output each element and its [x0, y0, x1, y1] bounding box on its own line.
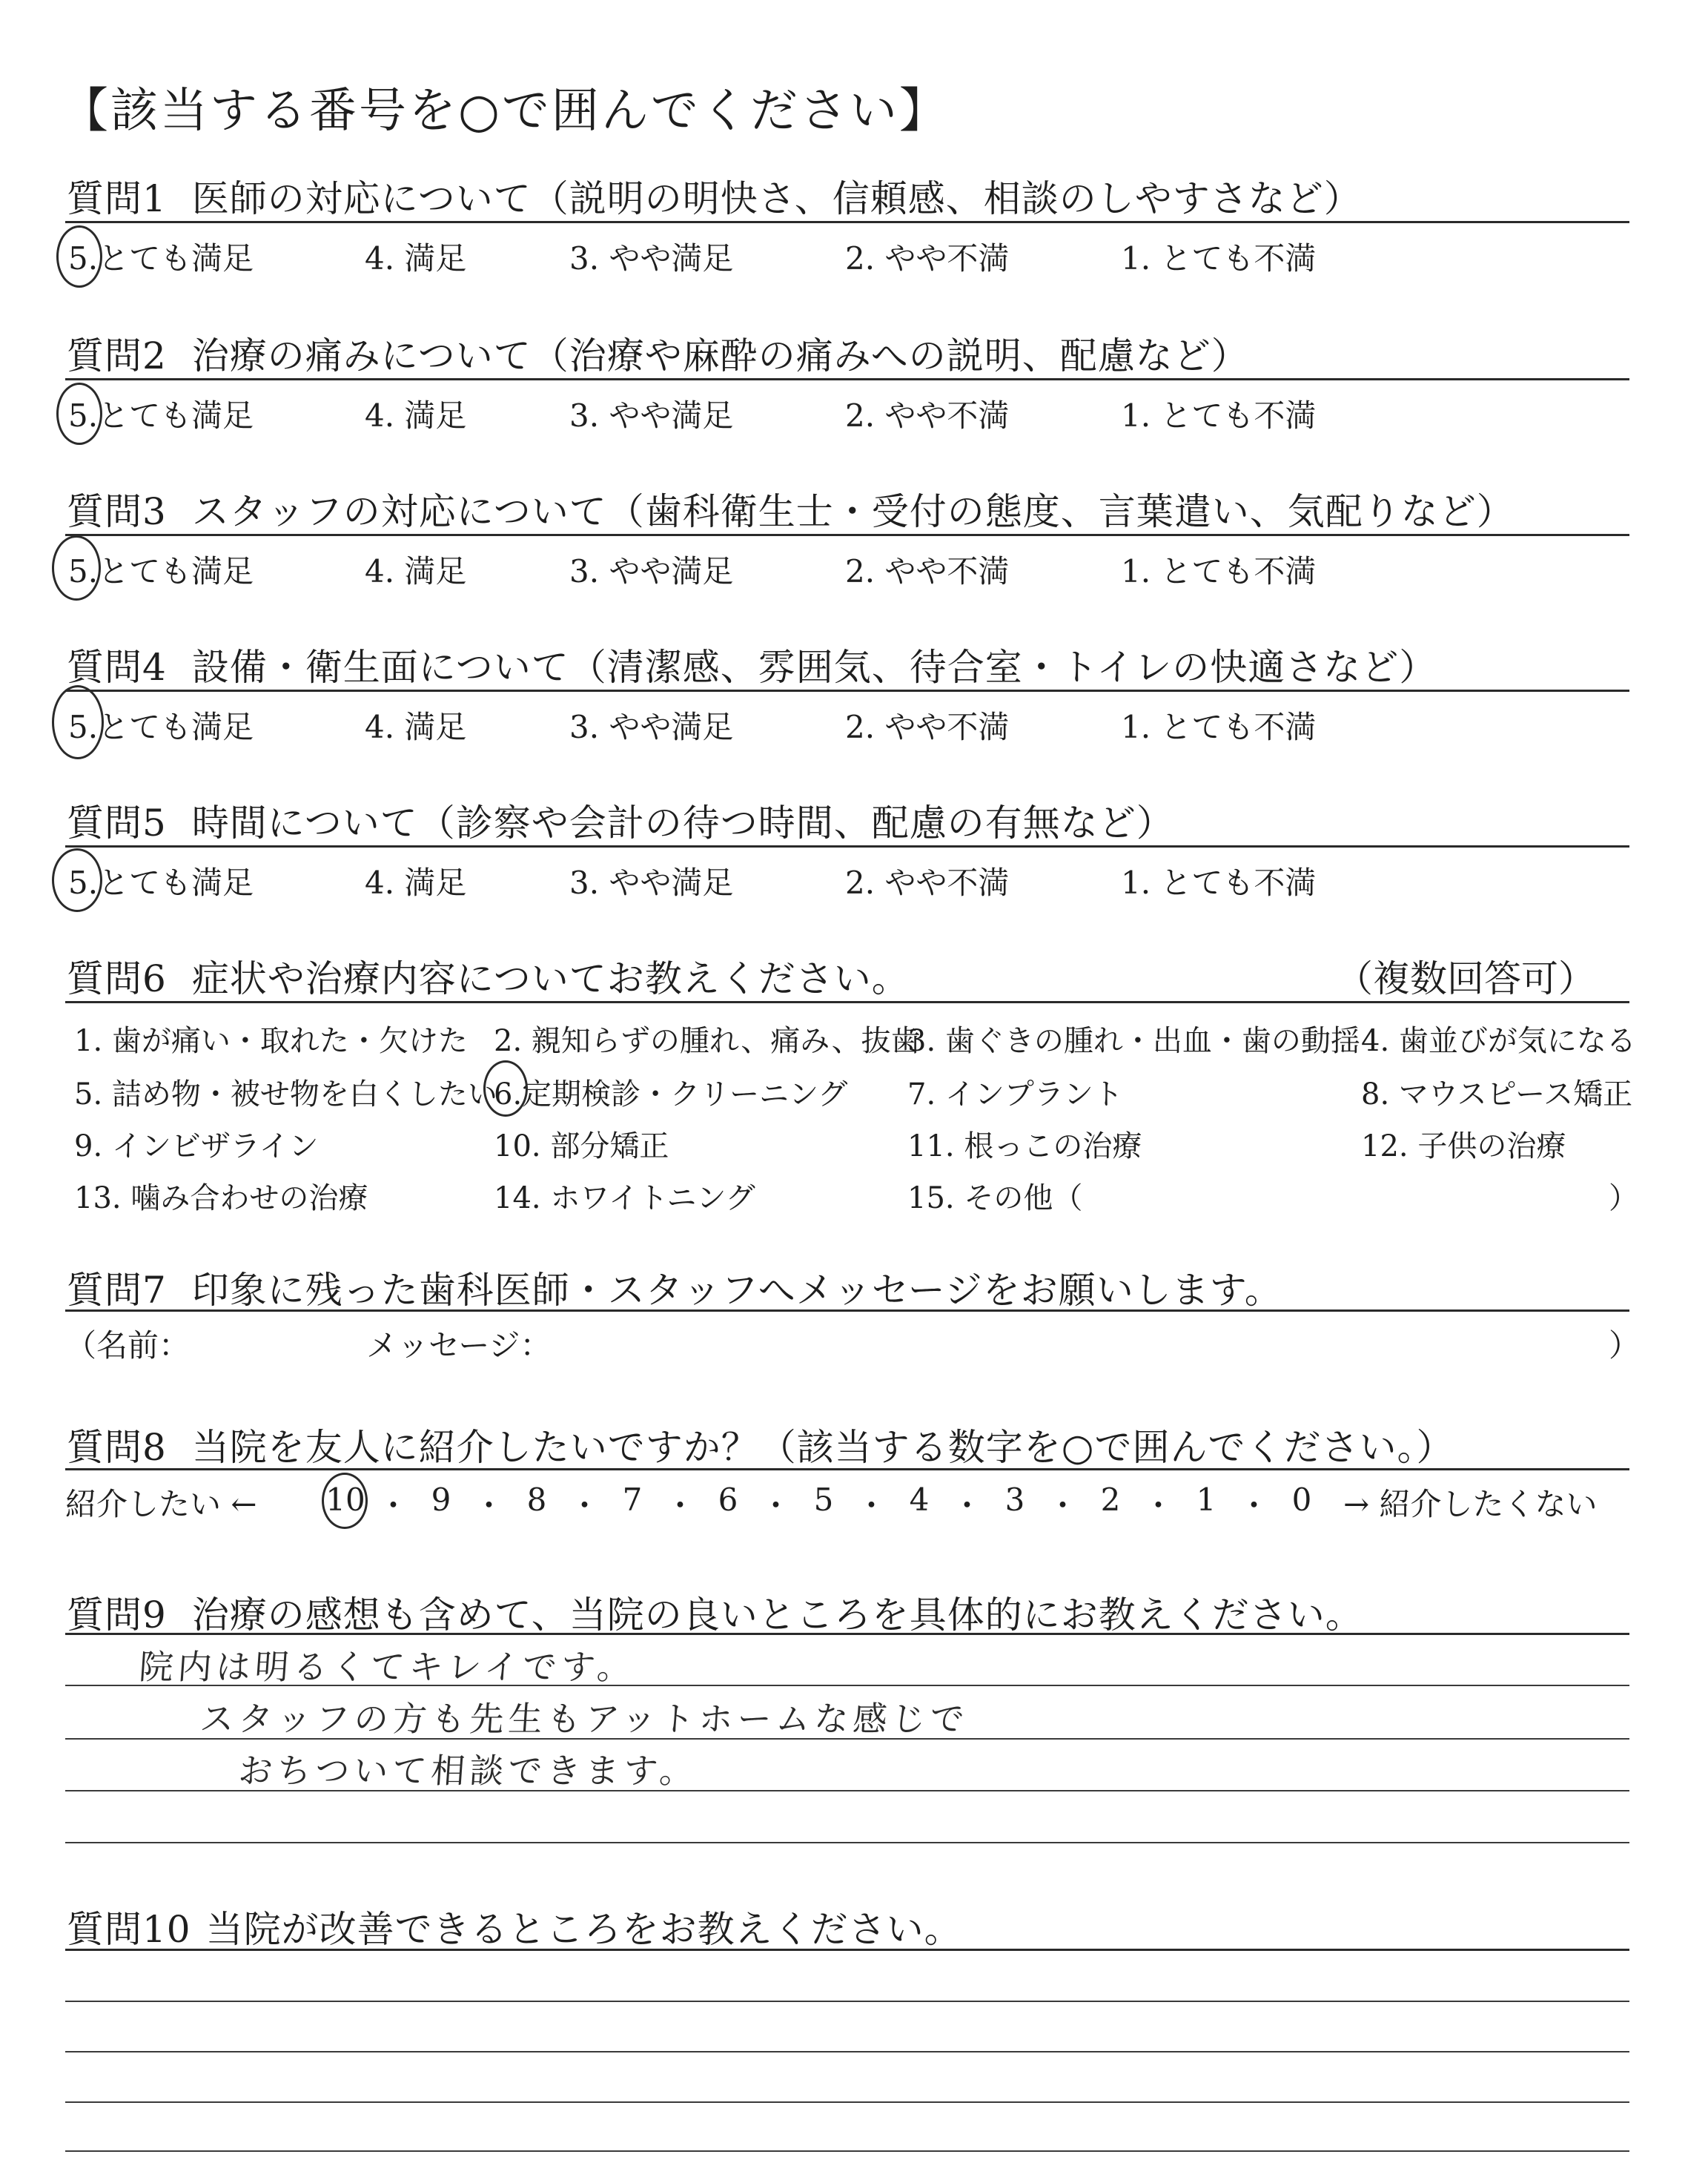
question-text: 治療の痛みについて（治療や麻酔の痛みへの説明、配慮など） — [191, 334, 1249, 377]
handwritten-answer-line: おちついて相談できます。 — [236, 1751, 700, 1791]
question-text: 設備・衛生面について（清潔感、雰囲気、待合室・トイレの快適さなど） — [191, 646, 1437, 689]
q3-option-3[interactable]: 3. やや満足 — [569, 553, 734, 589]
question-text: 当院を友人に紹介したいですか？（該当する数字を○で囲んでください。） — [191, 1426, 1454, 1469]
selection-circle — [52, 848, 102, 912]
message-field-label[interactable]: メッセージ： — [366, 1327, 552, 1364]
question-number: 質問10 — [67, 1908, 191, 1951]
q1-option-5[interactable]: 5.とても満足 — [68, 240, 254, 277]
q6-option-8[interactable]: 8. マウスピース矯正 — [1361, 1077, 1633, 1112]
q3-option-4[interactable]: 4. 満足 — [365, 553, 467, 589]
question-text: 当院が改善できるところをお教えください。 — [205, 1908, 962, 1951]
divider — [65, 1949, 1629, 1951]
divider — [65, 1633, 1629, 1635]
question-number: 質問4 — [67, 646, 167, 689]
selection-circle — [483, 1060, 528, 1117]
q2-option-5[interactable]: 5.とても満足 — [68, 397, 254, 434]
answer-line — [65, 2101, 1629, 2103]
selection-circle — [56, 383, 102, 445]
q6-other-close-paren: ） — [1609, 1181, 1638, 1215]
question-10 — [67, 1900, 962, 1953]
scale-separator: ・ — [473, 1487, 505, 1524]
scale-option-8[interactable]: 8 — [526, 1482, 547, 1518]
q4-option-4[interactable]: 4. 満足 — [365, 709, 467, 745]
question-text: スタッフの対応について（歯科衛生士・受付の態度、言葉遣い、気配りなど） — [191, 490, 1515, 533]
scale-separator: ・ — [855, 1487, 887, 1524]
scale-separator: ・ — [1047, 1487, 1079, 1524]
scale-option-3[interactable]: 3 — [1004, 1482, 1025, 1518]
divider — [65, 221, 1629, 223]
scale-separator: ・ — [1142, 1487, 1174, 1524]
scale-separator: ・ — [951, 1487, 983, 1524]
question-number: 質問6 — [67, 957, 167, 1000]
q6-option-14[interactable]: 14. ホワイトニング — [494, 1181, 755, 1215]
scale-option-0[interactable]: 0 — [1291, 1482, 1312, 1518]
scale-option-4[interactable]: 4 — [909, 1482, 930, 1518]
q4-option-1[interactable]: 1. とても不満 — [1121, 709, 1317, 745]
q6-option-9[interactable]: 9. インビザライン — [74, 1129, 319, 1163]
scale-separator: ・ — [664, 1487, 696, 1524]
question-1 — [67, 169, 1362, 222]
question-7 — [67, 1261, 1282, 1314]
question-8 — [67, 1418, 1454, 1471]
q2-option-3[interactable]: 3. やや満足 — [569, 397, 734, 434]
scale-option-10[interactable]: 10 — [325, 1482, 365, 1518]
q2-option-1[interactable]: 1. とても不満 — [1121, 397, 1317, 434]
question-text: 印象に残った歯科医師・スタッフへメッセージをお願いします。 — [191, 1269, 1282, 1312]
q1-option-2[interactable]: 2. やや不満 — [845, 240, 1010, 277]
q2-option-2[interactable]: 2. やや不満 — [845, 397, 1010, 434]
scale-separator: ・ — [760, 1487, 792, 1524]
scale-option-1[interactable]: 1 — [1196, 1482, 1217, 1518]
q1-option-1[interactable]: 1. とても不満 — [1121, 240, 1317, 277]
q6-option-15[interactable]: 15. その他（ — [907, 1181, 1083, 1215]
question-4 — [67, 638, 1437, 691]
q4-option-5[interactable]: 5.とても満足 — [68, 709, 254, 745]
answer-line — [65, 2150, 1629, 2152]
q6-option-11[interactable]: 11. 根っこの治療 — [907, 1129, 1142, 1163]
divider — [65, 1468, 1629, 1470]
scale-separator: ・ — [569, 1487, 600, 1524]
scale-option-9[interactable]: 9 — [431, 1482, 451, 1518]
divider — [65, 845, 1629, 848]
handwritten-answer-line: 院内は明るくてキレイです。 — [137, 1647, 638, 1687]
multiple-answers-note: （複数回答可） — [1336, 957, 1595, 1000]
question-text: 症状や治療内容についてお教えください。 — [191, 957, 910, 1000]
selection-circle — [322, 1473, 368, 1529]
scale-option-2[interactable]: 2 — [1100, 1482, 1121, 1518]
scale-option-5[interactable]: 5 — [813, 1482, 834, 1518]
question-number: 質問8 — [67, 1426, 167, 1469]
question-number: 質問1 — [67, 177, 167, 220]
scale-separator: ・ — [1238, 1487, 1270, 1524]
answer-line — [65, 1842, 1629, 1843]
q2-option-4[interactable]: 4. 満足 — [365, 397, 467, 434]
question-9 — [67, 1585, 1363, 1639]
selection-circle — [52, 685, 104, 759]
q1-option-3[interactable]: 3. やや満足 — [569, 240, 734, 277]
q6-option-12[interactable]: 12. 子供の治療 — [1361, 1129, 1566, 1163]
q4-option-3[interactable]: 3. やや満足 — [569, 709, 734, 745]
recommend-scale-left-label: 紹介したい ← — [65, 1486, 257, 1522]
message-close-paren: ） — [1609, 1327, 1641, 1364]
scale-option-7[interactable]: 7 — [622, 1482, 643, 1518]
q3-option-5[interactable]: 5.とても満足 — [68, 553, 254, 589]
q6-option-6[interactable]: 6.定期検診・クリーニング — [494, 1077, 848, 1112]
question-number: 質問7 — [67, 1269, 167, 1312]
q5-option-1[interactable]: 1. とても不満 — [1121, 865, 1317, 901]
q6-option-2[interactable]: 2. 親知らずの腫れ、痛み、抜歯 — [494, 1024, 921, 1058]
q6-option-13[interactable]: 13. 噛み合わせの治療 — [74, 1181, 368, 1215]
q5-option-4[interactable]: 4. 満足 — [365, 865, 467, 901]
selection-circle — [52, 535, 101, 601]
q5-option-5[interactable]: 5.とても満足 — [68, 865, 254, 901]
form-title: 【該当する番号を○で囲んでください】 — [61, 84, 949, 139]
question-number: 質問9 — [67, 1593, 167, 1636]
answer-line — [65, 2001, 1629, 2002]
scale-separator: ・ — [377, 1487, 409, 1524]
recommend-scale-right-label: → 紹介したくない — [1343, 1486, 1598, 1522]
divider — [65, 378, 1629, 380]
question-3 — [67, 482, 1515, 535]
q5-option-3[interactable]: 3. やや満足 — [569, 865, 734, 901]
q6-option-10[interactable]: 10. 部分矯正 — [494, 1129, 669, 1163]
q3-option-2[interactable]: 2. やや不満 — [845, 553, 1010, 589]
q6-option-3[interactable]: 3. 歯ぐきの腫れ・出血・歯の動揺 — [907, 1024, 1360, 1058]
q5-option-2[interactable]: 2. やや不満 — [845, 865, 1010, 901]
question-number: 質問3 — [67, 490, 167, 533]
question-6 — [67, 949, 910, 1003]
question-number: 質問2 — [67, 334, 167, 377]
scale-option-6[interactable]: 6 — [718, 1482, 738, 1518]
question-text: 時間について（診察や会計の待つ時間、配慮の有無など） — [191, 802, 1174, 845]
q6-option-1[interactable]: 1. 歯が痛い・取れた・欠けた — [74, 1024, 468, 1058]
question-text: 医師の対応について（説明の明快さ、信頼感、相談のしやすさなど） — [191, 177, 1362, 220]
q1-option-4[interactable]: 4. 満足 — [365, 240, 467, 277]
question-number: 質問5 — [67, 802, 167, 845]
q6-option-7[interactable]: 7. インプラント — [907, 1077, 1123, 1112]
question-text: 治療の感想も含めて、当院の良いところを具体的にお教えください。 — [191, 1593, 1363, 1636]
name-field-label[interactable]: （名前： — [65, 1327, 191, 1364]
q4-option-2[interactable]: 2. やや不満 — [845, 709, 1010, 745]
answer-line — [65, 2051, 1629, 2052]
question-2 — [67, 326, 1249, 380]
q6-option-5[interactable]: 5. 詰め物・被せ物を白くしたい — [74, 1077, 497, 1112]
q6-option-4[interactable]: 4. 歯並びが気になる — [1361, 1024, 1636, 1058]
divider — [65, 534, 1629, 536]
handwritten-answer-line: スタッフの方も先生もアットホームな感じで — [198, 1699, 970, 1739]
divider — [65, 690, 1629, 692]
divider — [65, 1001, 1629, 1003]
selection-circle — [56, 225, 102, 288]
question-5 — [67, 793, 1174, 847]
divider — [65, 1309, 1629, 1312]
q3-option-1[interactable]: 1. とても不満 — [1121, 553, 1317, 589]
